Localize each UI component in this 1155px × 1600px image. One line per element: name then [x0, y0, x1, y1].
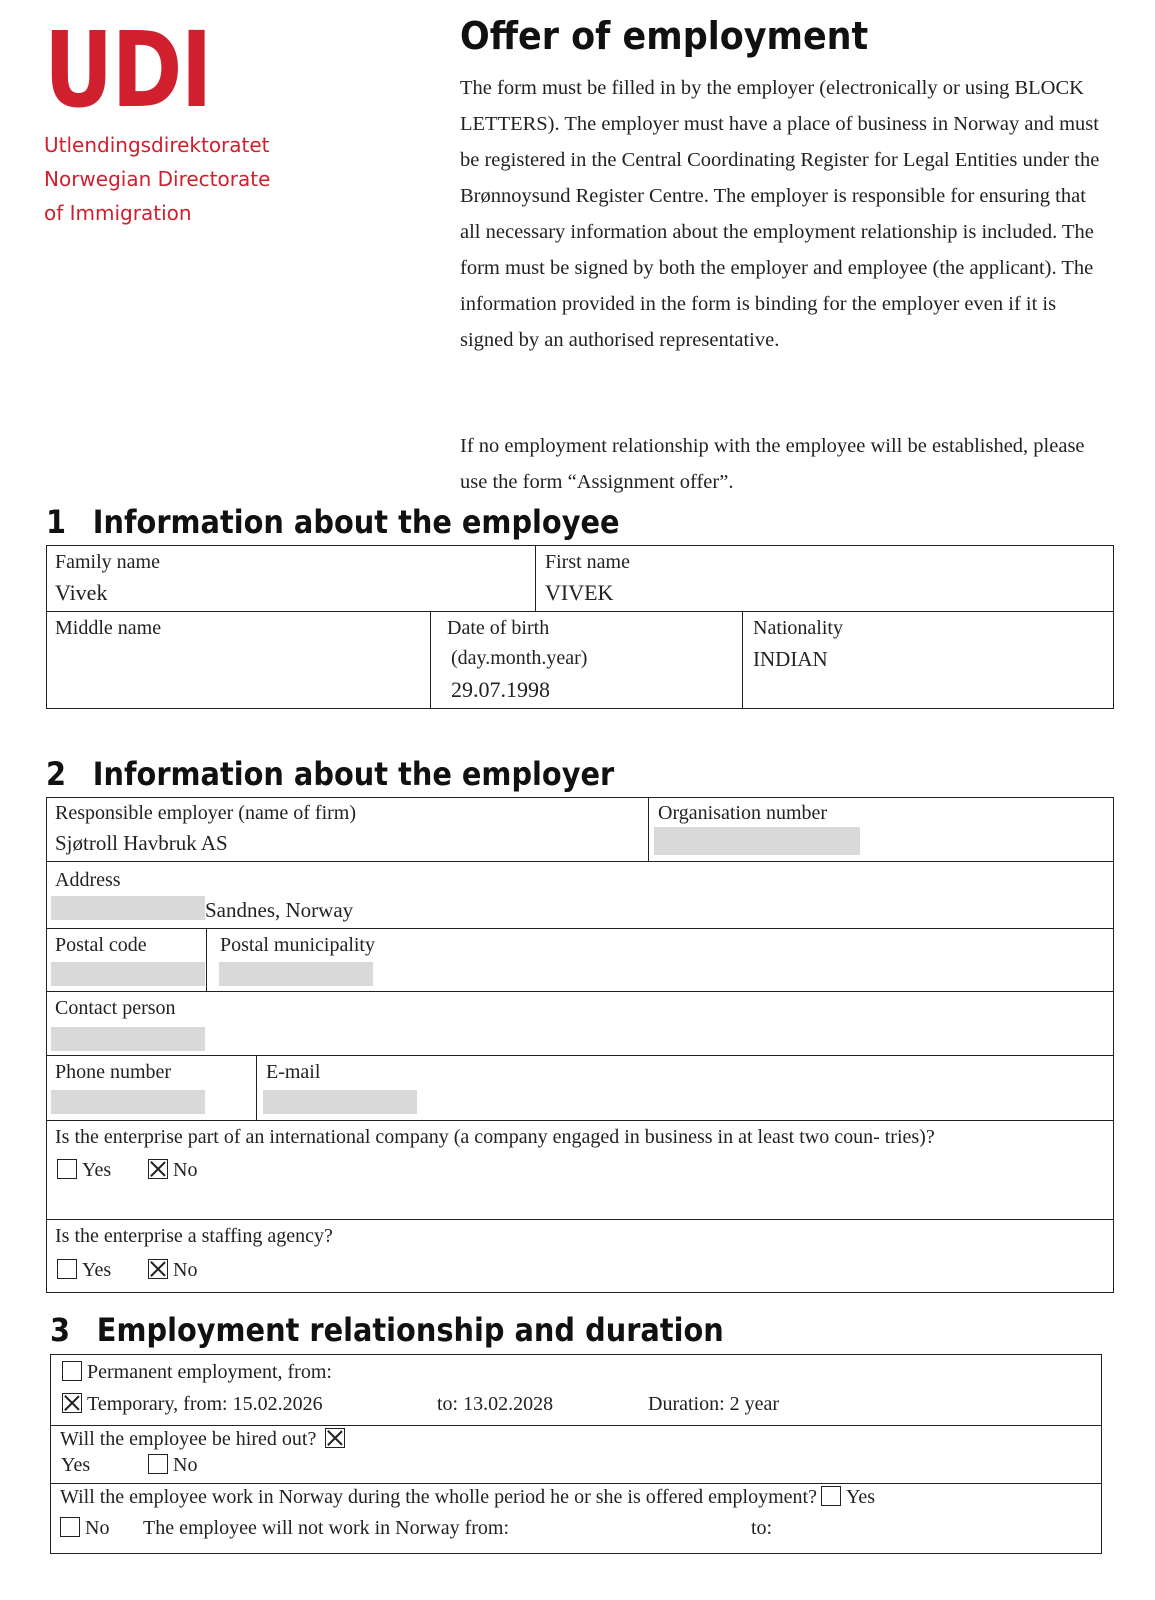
section-3-title [50, 1311, 724, 1349]
address-label: Address [55, 869, 121, 891]
postal-municipality-redacted[interactable] [219, 962, 373, 986]
section-heading: Information about the employer [92, 755, 615, 793]
checked-checkbox-icon[interactable] [148, 1159, 168, 1179]
divider [46, 611, 1114, 612]
hired-out-question-row [60, 1428, 350, 1451]
logo-mark: UDI [44, 9, 211, 131]
divider [46, 1219, 1114, 1220]
udi-logo [44, 9, 344, 230]
divider [50, 1425, 1102, 1426]
intro-paragraph-2: If no employment relationship with the employee will be established, please use the form “Assignment offer”. [460, 435, 1085, 493]
email-redacted[interactable] [263, 1090, 417, 1114]
postal-municipality-label: Postal municipality [220, 934, 375, 956]
section-number: 2 [46, 755, 67, 793]
option-label: No [173, 1454, 198, 1476]
staffing-no-option[interactable] [148, 1259, 197, 1282]
option-label: Yes [82, 1159, 112, 1181]
checked-checkbox-icon[interactable] [62, 1393, 82, 1413]
permanent-option[interactable] [62, 1361, 332, 1384]
option-label: No [173, 1159, 198, 1181]
middle-name-label: Middle name [55, 617, 162, 639]
divider [430, 611, 431, 709]
checkbox-icon[interactable] [821, 1486, 841, 1506]
section-1-title [46, 503, 620, 541]
option-label: No [173, 1259, 198, 1281]
whole-period-no-option[interactable] [60, 1517, 109, 1540]
divider [648, 797, 649, 862]
option-label: No [85, 1517, 110, 1539]
address-redacted[interactable] [51, 896, 205, 920]
option-label: Yes [845, 1486, 876, 1508]
hired-out-yes-label: Yes [61, 1454, 91, 1476]
phone-redacted[interactable] [51, 1090, 205, 1114]
logo-line-2: Norwegian Directorate [44, 167, 271, 191]
postal-code-redacted[interactable] [51, 962, 205, 986]
divider [256, 1055, 257, 1121]
staffing-yes-option[interactable] [57, 1259, 111, 1282]
temporary-option[interactable] [62, 1393, 323, 1416]
divider [50, 1483, 1102, 1484]
section-heading: Information about the employee [92, 503, 620, 541]
dob-field[interactable]: 29.07.1998 [451, 677, 550, 702]
hired-out-question: Will the employee be hired out? [60, 1428, 317, 1450]
whole-period-question-row [60, 1486, 875, 1509]
section-number: 3 [50, 1311, 71, 1349]
staffing-question: Is the enterprise a staffing agency? [55, 1225, 333, 1247]
option-label: Temporary, from: 15.02.2026 [87, 1393, 323, 1415]
section-heading: Employment relationship and duration [96, 1311, 724, 1349]
divider [46, 1055, 1114, 1056]
checked-checkbox-icon[interactable] [325, 1428, 345, 1448]
checkbox-icon[interactable] [57, 1159, 77, 1179]
first-name-field[interactable]: VIVEK [545, 580, 614, 605]
hired-out-no-option[interactable] [148, 1454, 197, 1477]
dob-label: Date of birth [447, 617, 550, 639]
option-label: Yes [82, 1259, 112, 1281]
address-field[interactable]: Sandnes, Norway [205, 898, 354, 922]
first-name-label: First name [545, 551, 630, 573]
checked-checkbox-icon[interactable] [148, 1259, 168, 1279]
checkbox-icon[interactable] [148, 1454, 168, 1474]
whole-period-question: Will the employee work in Norway during the wholle period he or she is offered employment? [60, 1486, 817, 1508]
checkbox-icon[interactable] [60, 1517, 80, 1537]
section-2-title [46, 755, 614, 793]
section-number: 1 [46, 503, 67, 541]
divider [206, 928, 207, 992]
international-question: Is the enterprise part of an international company (a company engaged in business in at least two coun- tries)? [55, 1126, 935, 1148]
email-label: E-mail [266, 1061, 321, 1083]
divider [46, 861, 1114, 862]
divider [535, 545, 536, 612]
not-work-from-label: The employee will not work in Norway from: [143, 1517, 510, 1539]
option-label: Permanent employment, from: [87, 1361, 332, 1383]
logo-line-3: of Immigration [44, 201, 192, 225]
employer-field[interactable]: Sjøtroll Havbruk AS [55, 831, 228, 855]
checkbox-icon[interactable] [57, 1259, 77, 1279]
international-no-option[interactable] [148, 1159, 197, 1182]
international-yes-option[interactable] [57, 1159, 111, 1182]
employer-label: Responsible employer (name of firm) [55, 802, 357, 824]
nationality-label: Nationality [753, 617, 843, 639]
nationality-field[interactable]: INDIAN [753, 647, 828, 671]
family-name-label: Family name [55, 551, 160, 573]
postal-code-label: Postal code [55, 934, 147, 956]
contact-person-label: Contact person [55, 997, 176, 1019]
temporary-to-date[interactable]: to: 13.02.2028 [437, 1393, 554, 1415]
family-name-field[interactable]: Vivek [55, 580, 108, 605]
contact-person-redacted[interactable] [51, 1027, 205, 1051]
org-number-label: Organisation number [658, 802, 828, 824]
logo-line-1: Utlendingsdirektoratet [44, 133, 270, 157]
intro-paragraph: The form must be filled in by the employer (electronically or using BLOCK LETTERS). The employer must have a place of business in Norway and must be registered in the Central Coordinating Register for Legal Entities under the Brønnoysund Register Centre. The employer is responsible for ensuring that all necessary information about the employment relationship is included. The form must be signed by both the employer and employee (the applicant). The information provided in the form is binding for the employer even if it is signed by an authorised representative. [460, 77, 1100, 351]
checkbox-icon[interactable] [62, 1361, 82, 1381]
duration-text[interactable]: Duration: 2 year [648, 1393, 780, 1415]
document-title: Offer of employment [460, 14, 869, 58]
not-work-to-label: to: [751, 1517, 773, 1539]
divider [742, 611, 743, 709]
dob-hint: (day.month.year) [451, 647, 588, 669]
org-number-redacted[interactable] [654, 827, 860, 855]
divider [46, 1120, 1114, 1121]
phone-label: Phone number [55, 1061, 172, 1083]
